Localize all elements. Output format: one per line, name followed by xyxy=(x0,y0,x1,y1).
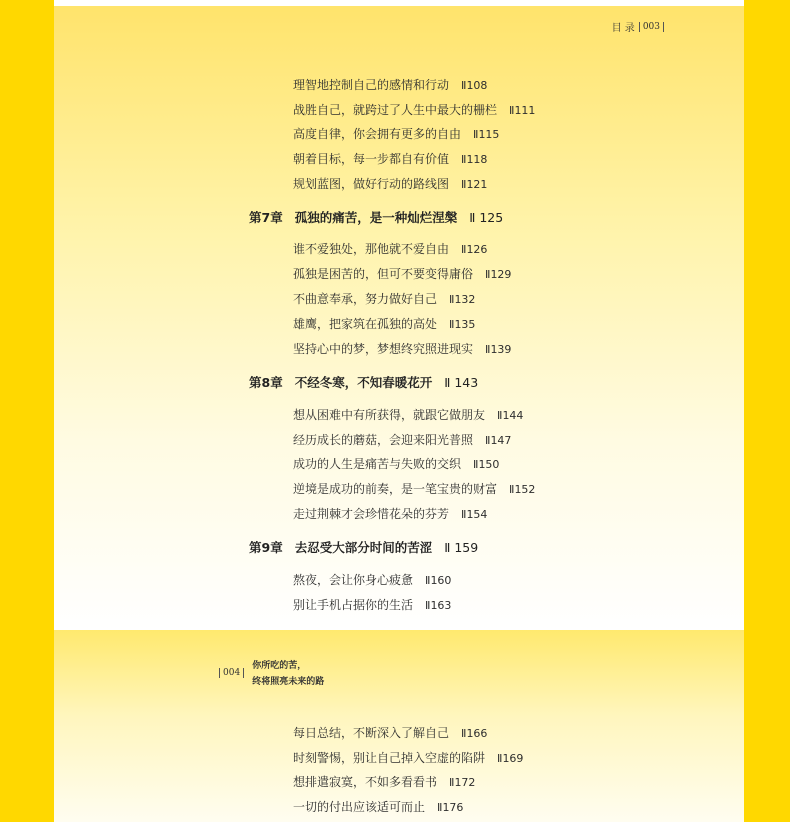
page-marker: Ⅱ xyxy=(461,508,467,521)
page-number: 004 xyxy=(219,668,244,678)
toc-entry-title: 朝着目标，每一步都自有价值 xyxy=(293,152,450,166)
page-marker: Ⅱ xyxy=(461,178,467,191)
toc-entry[interactable] xyxy=(293,265,511,282)
toc-entry-title: 逆境是成功的前奏，是一笔宝贵的财富 xyxy=(293,482,498,496)
chapter-heading-9[interactable] xyxy=(249,538,478,556)
page-marker: Ⅱ xyxy=(497,752,503,765)
chapter-heading-7[interactable] xyxy=(249,208,503,226)
toc-entry-title: 熬夜，会让你身心疲惫 xyxy=(293,573,414,587)
toc-entry-title: 雄鹰，把家筑在孤独的高处 xyxy=(293,317,438,331)
toc-entry-page: 135 xyxy=(454,318,476,331)
toc-entry[interactable] xyxy=(293,406,523,423)
toc-entry[interactable] xyxy=(293,125,499,142)
chapter-page: 143 xyxy=(454,375,479,390)
toc-entry-page: 160 xyxy=(430,574,452,587)
toc-entry-title: 走过荆棘才会珍惜花朵的芬芳 xyxy=(293,507,450,521)
toc-entry[interactable] xyxy=(293,571,451,588)
toc-entry[interactable] xyxy=(293,240,487,257)
chapter-title: 去忍受大部分时间的苦涩 xyxy=(294,540,433,555)
page-marker: Ⅱ xyxy=(473,458,479,471)
page-marker: Ⅱ xyxy=(485,268,491,281)
page-marker: Ⅱ xyxy=(461,153,467,166)
page-marker: Ⅱ xyxy=(449,293,455,306)
running-head-bottom xyxy=(219,658,324,690)
book-title-line1: 你所吃的苦， xyxy=(252,661,307,671)
toc-entry-page: 172 xyxy=(454,776,476,789)
book-title xyxy=(252,658,324,690)
toc-entry-title: 别让手机占据你的生活 xyxy=(293,598,414,612)
page-marker: Ⅱ xyxy=(461,727,467,740)
toc-entry-title: 孤独是困苦的，但可不要变得庸俗 xyxy=(293,267,474,281)
page-marker: Ⅱ xyxy=(509,104,515,117)
toc-entry[interactable] xyxy=(293,455,499,472)
chapter-label: 第7章 xyxy=(249,210,283,225)
toc-entry-page: 166 xyxy=(466,727,488,740)
toc-entry[interactable] xyxy=(293,290,475,307)
toc-entry[interactable] xyxy=(293,773,475,790)
toc-entry-page: 118 xyxy=(466,153,488,166)
toc-entry-page: 152 xyxy=(514,483,536,496)
toc-entry-title: 规划蓝图，做好行动的路线图 xyxy=(293,177,450,191)
toc-entry-page: 126 xyxy=(466,243,488,256)
toc-entry-title: 不曲意奉承，努力做好自己 xyxy=(293,292,438,306)
page-marker: Ⅱ xyxy=(425,574,431,587)
toc-entry-page: 115 xyxy=(478,128,500,141)
toc-entry[interactable] xyxy=(293,505,487,522)
toc-entry-page: 169 xyxy=(502,752,524,765)
toc-entry-page: 129 xyxy=(490,268,512,281)
toc-entry[interactable] xyxy=(293,175,487,192)
toc-entry-page: 176 xyxy=(442,801,464,814)
page-marker: Ⅱ xyxy=(469,210,476,225)
toc-entry-title: 谁不爱独处，那他就不爱自由 xyxy=(293,242,450,256)
toc-entry-page: 147 xyxy=(490,434,512,447)
page-marker: Ⅱ xyxy=(444,540,451,555)
page-marker: Ⅱ xyxy=(449,776,455,789)
toc-entry-page: 111 xyxy=(514,104,536,117)
toc-entry-page: 139 xyxy=(490,343,512,356)
chapter-title: 不经冬寒，不知春暖花开 xyxy=(294,375,433,390)
page-marker: Ⅱ xyxy=(444,375,451,390)
toc-entry-title: 经历成长的蘑菇，会迎来阳光普照 xyxy=(293,433,474,447)
page-marker: Ⅱ xyxy=(485,434,491,447)
toc-entry[interactable] xyxy=(293,101,535,118)
chapter-label: 第8章 xyxy=(249,375,283,390)
page-marker: Ⅱ xyxy=(485,343,491,356)
book-title-line2: 终将照亮未来的路 xyxy=(252,677,325,687)
running-head-top xyxy=(612,19,664,34)
toc-entry-title: 想排遣寂寞，不如多看看书 xyxy=(293,775,438,789)
toc-entry[interactable] xyxy=(293,596,451,613)
toc-entry[interactable] xyxy=(293,749,523,766)
toc-entry[interactable] xyxy=(293,480,535,497)
toc-entry[interactable] xyxy=(293,798,463,815)
toc-entry[interactable] xyxy=(293,724,487,741)
page-marker: Ⅱ xyxy=(449,318,455,331)
toc-entry[interactable] xyxy=(293,431,511,448)
toc-entry[interactable] xyxy=(293,76,487,93)
toc-entry-title: 每日总结，不断深入了解自己 xyxy=(293,726,450,740)
page-marker: Ⅱ xyxy=(461,79,467,92)
chapter-heading-8[interactable] xyxy=(249,373,478,391)
toc-entry-page: 144 xyxy=(502,409,524,422)
toc-entry-title: 坚持心中的梦，梦想终究照进现实 xyxy=(293,342,474,356)
toc-entry[interactable] xyxy=(293,340,511,357)
page-edge xyxy=(54,0,744,6)
toc-entry-title: 成功的人生是痛苦与失败的交织 xyxy=(293,457,462,471)
toc-entry-title: 想从困难中有所获得，就跟它做朋友 xyxy=(293,408,486,422)
page-number: 003 xyxy=(639,22,664,32)
chapter-page: 125 xyxy=(479,210,504,225)
toc-entry-title: 一切的付出应该适可而止 xyxy=(293,800,426,814)
page-marker: Ⅱ xyxy=(509,483,515,496)
toc-entry-title: 高度自律，你会拥有更多的自由 xyxy=(293,127,462,141)
page-marker: Ⅱ xyxy=(437,801,443,814)
chapter-title: 孤独的痛苦，是一种灿烂涅槃 xyxy=(294,210,458,225)
toc-entry-title: 战胜自己，就跨过了人生中最大的栅栏 xyxy=(293,103,498,117)
toc-entry-page: 132 xyxy=(454,293,476,306)
page-marker: Ⅱ xyxy=(461,243,467,256)
toc-entry-page: 163 xyxy=(430,599,452,612)
chapter-label: 第9章 xyxy=(249,540,283,555)
toc-entry-title: 理智地控制自己的感情和行动 xyxy=(293,78,450,92)
toc-entry-page: 108 xyxy=(466,79,488,92)
page-marker: Ⅱ xyxy=(473,128,479,141)
chapter-page: 159 xyxy=(454,540,479,555)
toc-entry[interactable] xyxy=(293,315,475,332)
running-head-label: 目 录 xyxy=(611,23,635,34)
toc-entry-page: 121 xyxy=(466,178,488,191)
toc-entry-page: 154 xyxy=(466,508,488,521)
page-marker: Ⅱ xyxy=(497,409,503,422)
toc-entry-page: 150 xyxy=(478,458,500,471)
toc-entry[interactable] xyxy=(293,150,487,167)
page-marker: Ⅱ xyxy=(425,599,431,612)
toc-entry-title: 时刻警惕，别让自己掉入空虚的陷阱 xyxy=(293,751,486,765)
